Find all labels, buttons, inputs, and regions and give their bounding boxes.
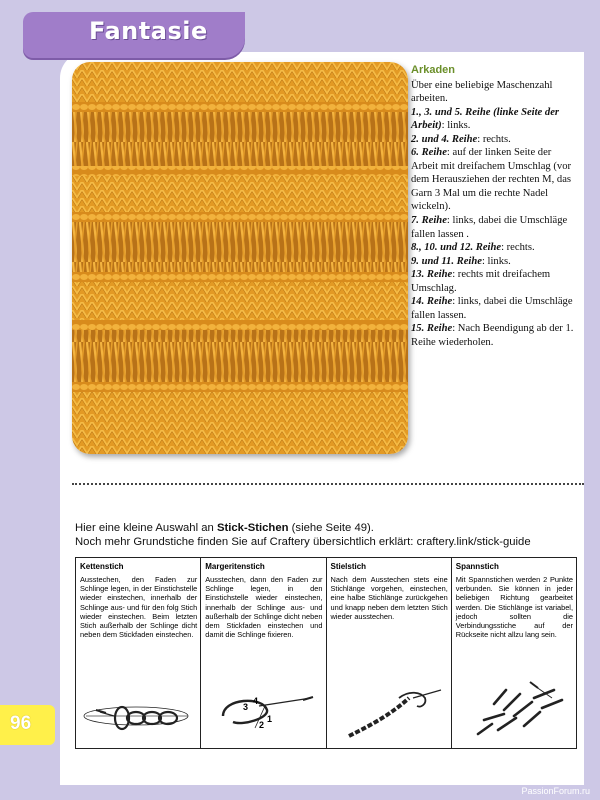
page-number: 96 [10,713,32,734]
page-title: Fantasie [89,17,208,45]
instruction-line: 2. und 4. Reihe: rechts. [411,133,511,145]
instruction-line: 7. Reihe: links, dabei die Umschläge fallen lassen . [411,215,568,240]
instruction-line: 13. Reihe: rechts mit dreifachem Umschlag. [411,269,551,294]
stitch-card-kettenstich: Kettenstich Ausstechen, den Faden zur Schlinge legen, in der Einstichstelle wieder einstechen, innerhalb der Schlinge aus- und für den folg Stich wieder einstechen. Beim letzten Stich außerhalb der Schlinge dicht neben dem Stickfaden einstechen. [76,558,201,748]
stitch-card-stielstich: Stielstich Nach dem Ausstechen stets eine Stichlänge vorgehen, einstechen, eine halbe Stichlänge zurückgehen und knapp neben dem letzten Stich wieder ausstechen. [327,558,452,748]
chain-stitch-illustration [78,676,196,746]
pattern-title: Arkaden [411,64,456,76]
page-number-badge [0,705,55,745]
knitting-sample-photo [72,62,408,454]
straight-stitch-illustration [454,676,572,746]
dotted-divider [72,483,584,485]
stitch-card-margeritenstich: Margeritenstich Ausstechen, dann den Faden zur Schlinge legen, in den Einstichstelle wieder einstechen, innerhalb der Schlinge aus- und außerhalb der Schlinge dicht neben dem Stickfaden einstechen und damit die Schlinge fixieren. 3 4 2 1 [201,558,326,748]
stitch-cards [75,557,577,749]
instruction-line: 14. Reihe: links, dabei die Umschläge fallen lassen. [411,296,573,321]
stitch-card-spannstich: Spannstich Mit Spannstichen werden 2 Punkte verbunden. Sie können in jeder beliebigen Richtung gearbeitet werden. Die Stichlänge ist variabel, jedoch sollten die Verbindungsstiche auf der Rückseite nicht allzu lang sein. [452,558,576,748]
svg-text:4: 4 [253,696,259,706]
instruction-line: Über eine beliebige Maschenzahl arbeiten. [411,79,553,105]
watermark: PassionForum.ru [521,786,590,796]
instruction-line: 8., 10. und 12. Reihe: rechts. [411,242,535,254]
pattern-instructions [411,64,576,349]
lazy-daisy-illustration [203,676,321,746]
svg-text:3: 3 [243,702,249,712]
instruction-line: 1., 3. und 5. Reihe (linke Seite der Arbeit): links. [411,106,560,132]
svg-text:2: 2 [259,720,265,730]
svg-text:1: 1 [267,714,273,724]
instruction-line: 9. und 11. Reihe: links. [411,255,511,267]
instruction-line: 15. Reihe: Nach Beendigung ab der 1. Reihe wiederholen. [411,323,574,348]
stem-stitch-illustration [329,676,447,746]
instruction-line: 6. Reihe: auf der linken Seite der Arbeit mit dreifachem Umschlag (vor dem Herausziehen der rechten M, das Garn 3 Mal um die rechte Nadel wickeln). [411,147,572,213]
stitch-intro: Hier eine kleine Auswahl an Stick-Stichen (siehe Seite 49). Noch mehr Grundstiche finden Sie auf Craftery übersichtlich erklärt: craftery.link/stick-guide [75,522,531,548]
